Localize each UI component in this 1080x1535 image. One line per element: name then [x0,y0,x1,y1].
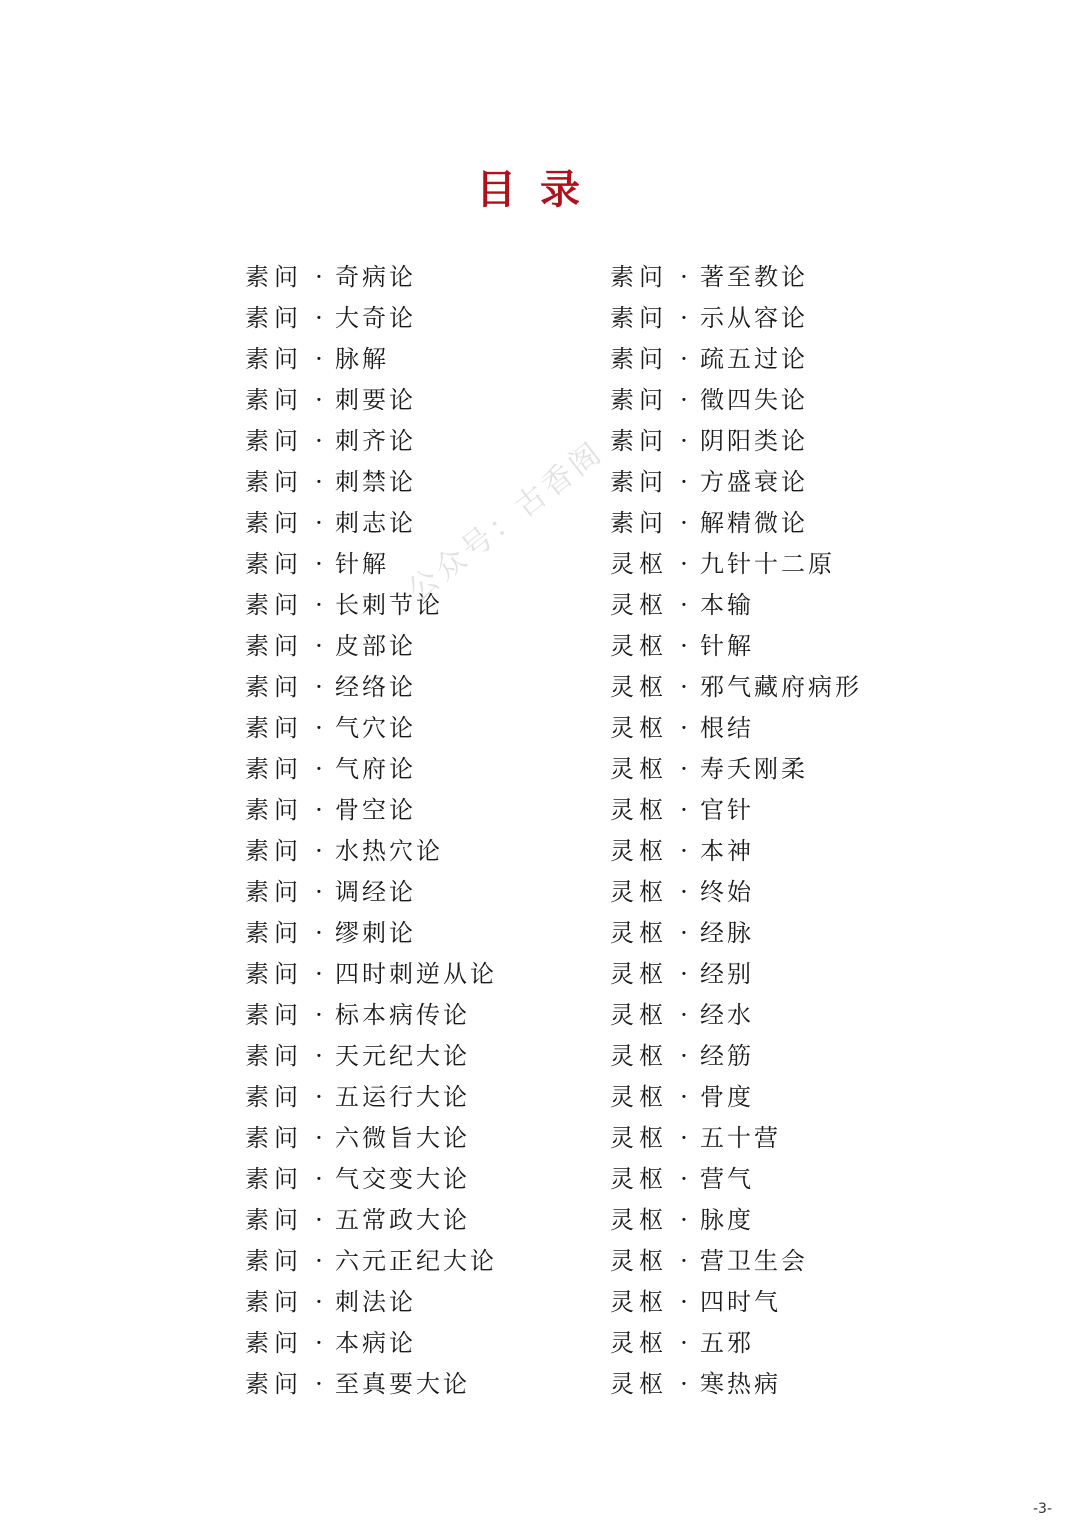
separator-dot: · [315,263,323,291]
toc-book-name: 灵枢 [610,1370,668,1398]
separator-dot: · [680,1206,688,1234]
separator-dot: · [315,1206,323,1234]
separator-dot: · [680,1001,688,1029]
toc-chapter-name: 徵四失论 [700,386,808,414]
toc-chapter-name: 六元正纪大论 [335,1247,497,1275]
separator-dot: · [680,837,688,865]
toc-book-name: 素问 [245,837,303,865]
toc-chapter-name: 五十营 [700,1124,781,1152]
toc-entry[interactable] [245,667,497,708]
separator-dot: · [315,1370,323,1398]
toc-chapter-name: 气府论 [335,755,416,783]
toc-book-name: 素问 [245,796,303,824]
toc-chapter-name: 经水 [700,1001,754,1029]
separator-dot: · [315,591,323,619]
toc-chapter-name: 经脉 [700,919,754,947]
toc-entry[interactable] [610,1241,862,1282]
separator-dot: · [680,714,688,742]
separator-dot: · [315,919,323,947]
toc-book-name: 灵枢 [610,673,668,701]
toc-entry[interactable] [610,913,862,954]
toc-chapter-name: 营气 [700,1165,754,1193]
toc-chapter-name: 九针十二原 [700,550,835,578]
separator-dot: · [315,509,323,537]
toc-entry[interactable] [245,380,497,421]
toc-chapter-name: 刺齐论 [335,427,416,455]
toc-book-name: 灵枢 [610,1206,668,1234]
toc-chapter-name: 气交变大论 [335,1165,470,1193]
toc-book-name: 灵枢 [610,755,668,783]
toc-book-name: 灵枢 [610,837,668,865]
toc-chapter-name: 本神 [700,837,754,865]
separator-dot: · [680,632,688,660]
toc-chapter-name: 奇病论 [335,263,416,291]
toc-entry[interactable] [610,1323,862,1364]
toc-chapter-name: 皮部论 [335,632,416,660]
separator-dot: · [315,1042,323,1070]
toc-book-name: 素问 [245,345,303,373]
toc-entry[interactable] [610,626,862,667]
separator-dot: · [315,1247,323,1275]
separator-dot: · [680,1083,688,1111]
toc-book-name: 素问 [245,509,303,537]
toc-chapter-name: 调经论 [335,878,416,906]
toc-chapter-name: 骨度 [700,1083,754,1111]
toc-entry[interactable] [245,995,497,1036]
toc-book-name: 素问 [245,1124,303,1152]
toc-entry[interactable] [610,298,862,339]
separator-dot: · [680,509,688,537]
separator-dot: · [315,796,323,824]
toc-entry[interactable] [245,790,497,831]
toc-chapter-name: 官针 [700,796,754,824]
separator-dot: · [680,755,688,783]
toc-chapter-name: 脉解 [335,345,389,373]
separator-dot: · [315,1165,323,1193]
toc-book-name: 素问 [245,386,303,414]
toc-entry[interactable] [610,339,862,380]
separator-dot: · [315,755,323,783]
toc-entry[interactable] [610,1159,862,1200]
toc-entry[interactable] [610,831,862,872]
toc-entry[interactable] [610,708,862,749]
toc-chapter-name: 解精微论 [700,509,808,537]
toc-book-name: 素问 [245,550,303,578]
toc-book-name: 灵枢 [610,1083,668,1111]
toc-chapter-name: 著至教论 [700,263,808,291]
toc-book-name: 灵枢 [610,796,668,824]
toc-left-column [245,257,497,1405]
toc-chapter-name: 邪气藏府病形 [700,673,862,701]
toc-chapter-name: 经筋 [700,1042,754,1070]
toc-entry[interactable] [245,1282,497,1323]
separator-dot: · [315,550,323,578]
toc-book-name: 素问 [245,714,303,742]
toc-chapter-name: 寿夭刚柔 [700,755,808,783]
separator-dot: · [680,550,688,578]
toc-entry[interactable] [245,749,497,790]
toc-entry[interactable] [610,667,862,708]
toc-chapter-name: 示从容论 [700,304,808,332]
toc-chapter-name: 标本病传论 [335,1001,470,1029]
toc-entry[interactable] [610,421,862,462]
toc-entry[interactable] [245,872,497,913]
toc-entry[interactable] [245,1200,497,1241]
toc-book-name: 素问 [245,960,303,988]
separator-dot: · [315,345,323,373]
toc-book-name: 素问 [245,1083,303,1111]
toc-chapter-name: 终始 [700,878,754,906]
toc-chapter-name: 本输 [700,591,754,619]
toc-book-name: 灵枢 [610,960,668,988]
separator-dot: · [680,1288,688,1316]
toc-entry[interactable] [610,872,862,913]
separator-dot: · [315,1124,323,1152]
toc-book-name: 素问 [245,1329,303,1357]
toc-chapter-name: 本病论 [335,1329,416,1357]
separator-dot: · [680,1247,688,1275]
toc-entry[interactable] [610,954,862,995]
toc-book-name: 灵枢 [610,1042,668,1070]
toc-chapter-name: 水热穴论 [335,837,443,865]
toc-chapter-name: 寒热病 [700,1370,781,1398]
separator-dot: · [315,304,323,332]
toc-chapter-name: 长刺节论 [335,591,443,619]
separator-dot: · [315,673,323,701]
toc-chapter-name: 方盛衰论 [700,468,808,496]
separator-dot: · [680,919,688,947]
toc-book-name: 灵枢 [610,1329,668,1357]
toc-entry[interactable] [610,1118,862,1159]
toc-book-name: 素问 [245,1165,303,1193]
toc-chapter-name: 刺禁论 [335,468,416,496]
separator-dot: · [315,1329,323,1357]
toc-entry[interactable] [245,831,497,872]
toc-entry[interactable] [245,462,497,503]
separator-dot: · [315,1288,323,1316]
toc-entry[interactable] [245,913,497,954]
toc-book-name: 灵枢 [610,1288,668,1316]
toc-entry[interactable] [245,626,497,667]
toc-entry[interactable] [245,1241,497,1282]
toc-book-name: 素问 [245,1247,303,1275]
toc-chapter-name: 阴阳类论 [700,427,808,455]
toc-entry[interactable] [610,503,862,544]
toc-entry[interactable] [245,503,497,544]
toc-book-name: 素问 [245,1001,303,1029]
separator-dot: · [315,1083,323,1111]
watermark: 公众号：古香阁 [401,434,611,609]
toc-book-name: 素问 [245,1206,303,1234]
toc-chapter-name: 刺要论 [335,386,416,414]
separator-dot: · [680,1042,688,1070]
toc-book-name: 素问 [245,919,303,947]
toc-entry[interactable] [245,257,497,298]
toc-entry[interactable] [610,544,862,585]
separator-dot: · [680,263,688,291]
toc-book-name: 素问 [245,878,303,906]
toc-chapter-name: 五运行大论 [335,1083,470,1111]
toc-chapter-name: 针解 [335,550,389,578]
separator-dot: · [680,673,688,701]
toc-book-name: 素问 [245,673,303,701]
toc-book-name: 灵枢 [610,591,668,619]
toc-book-name: 素问 [245,1370,303,1398]
separator-dot: · [680,591,688,619]
toc-chapter-name: 五常政大论 [335,1206,470,1234]
toc-chapter-name: 刺志论 [335,509,416,537]
separator-dot: · [315,427,323,455]
toc-chapter-name: 针解 [700,632,754,660]
toc-chapter-name: 经别 [700,960,754,988]
toc-book-name: 素问 [610,263,668,291]
toc-entry[interactable] [610,1077,862,1118]
toc-book-name: 素问 [245,263,303,291]
separator-dot: · [315,960,323,988]
toc-book-name: 灵枢 [610,1247,668,1275]
separator-dot: · [680,386,688,414]
toc-entry[interactable] [245,1036,497,1077]
separator-dot: · [680,1165,688,1193]
separator-dot: · [315,714,323,742]
toc-chapter-name: 四时刺逆从论 [335,960,497,988]
toc-entry[interactable] [610,749,862,790]
toc-book-name: 灵枢 [610,714,668,742]
separator-dot: · [680,1124,688,1152]
toc-entry[interactable] [245,708,497,749]
toc-entry[interactable] [610,1364,862,1405]
separator-dot: · [680,796,688,824]
toc-chapter-name: 五邪 [700,1329,754,1357]
separator-dot: · [680,1370,688,1398]
toc-book-name: 素问 [245,632,303,660]
toc-book-name: 素问 [610,345,668,373]
toc-book-name: 素问 [610,468,668,496]
separator-dot: · [680,345,688,373]
toc-entry[interactable] [610,257,862,298]
toc-entry[interactable] [610,462,862,503]
toc-chapter-name: 刺法论 [335,1288,416,1316]
toc-book-name: 素问 [245,468,303,496]
separator-dot: · [315,837,323,865]
toc-book-name: 素问 [610,509,668,537]
toc-book-name: 素问 [245,1288,303,1316]
toc-book-name: 灵枢 [610,550,668,578]
toc-entry[interactable] [245,544,497,585]
toc-book-name: 素问 [245,304,303,332]
toc-book-name: 灵枢 [610,1124,668,1152]
toc-entry[interactable] [245,1159,497,1200]
toc-chapter-name: 缪刺论 [335,919,416,947]
toc-entry[interactable] [245,585,497,626]
separator-dot: · [680,878,688,906]
toc-chapter-name: 疏五过论 [700,345,808,373]
toc-entry[interactable] [245,421,497,462]
separator-dot: · [680,960,688,988]
toc-chapter-name: 营卫生会 [700,1247,808,1275]
toc-book-name: 素问 [245,427,303,455]
separator-dot: · [680,304,688,332]
separator-dot: · [680,1329,688,1357]
toc-entry[interactable] [245,1364,497,1405]
toc-chapter-name: 气穴论 [335,714,416,742]
page-title: 目录 [476,166,604,213]
separator-dot: · [315,632,323,660]
separator-dot: · [680,468,688,496]
toc-entry[interactable] [610,1036,862,1077]
toc-entry[interactable] [245,1118,497,1159]
toc-chapter-name: 大奇论 [335,304,416,332]
toc-chapter-name: 四时气 [700,1288,781,1316]
toc-book-name: 灵枢 [610,919,668,947]
separator-dot: · [315,878,323,906]
toc-entry[interactable] [610,1200,862,1241]
toc-entry[interactable] [610,995,862,1036]
toc-entry[interactable] [245,298,497,339]
toc-book-name: 素问 [245,1042,303,1070]
toc-book-name: 灵枢 [610,878,668,906]
page-number: -3- [1032,1501,1052,1517]
toc-right-column [610,257,862,1405]
separator-dot: · [315,1001,323,1029]
toc-book-name: 灵枢 [610,1165,668,1193]
toc-book-name: 素问 [610,304,668,332]
toc-entry[interactable] [610,585,862,626]
toc-book-name: 灵枢 [610,1001,668,1029]
toc-chapter-name: 至真要大论 [335,1370,470,1398]
toc-chapter-name: 骨空论 [335,796,416,824]
toc-book-name: 素问 [610,427,668,455]
toc-book-name: 素问 [245,755,303,783]
toc-chapter-name: 经络论 [335,673,416,701]
toc-book-name: 灵枢 [610,632,668,660]
toc-chapter-name: 根结 [700,714,754,742]
separator-dot: · [680,427,688,455]
toc-entry[interactable] [245,1077,497,1118]
toc-entry[interactable] [245,954,497,995]
toc-book-name: 素问 [245,591,303,619]
toc-chapter-name: 天元纪大论 [335,1042,470,1070]
toc-entry[interactable] [245,339,497,380]
toc-entry[interactable] [610,380,862,421]
separator-dot: · [315,386,323,414]
toc-entry[interactable] [610,1282,862,1323]
toc-entry[interactable] [610,790,862,831]
toc-entry[interactable] [245,1323,497,1364]
toc-book-name: 素问 [610,386,668,414]
separator-dot: · [315,468,323,496]
toc-chapter-name: 脉度 [700,1206,754,1234]
toc-chapter-name: 六微旨大论 [335,1124,470,1152]
